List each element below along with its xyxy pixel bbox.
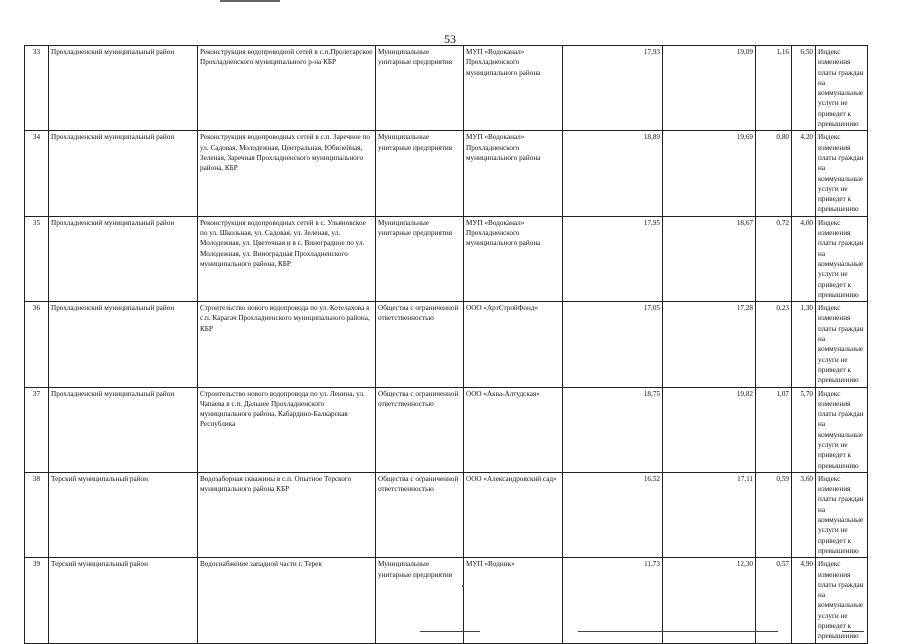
data-table bbox=[24, 45, 868, 644]
org-cell: ООО «Аква-Алтудская» bbox=[464, 387, 563, 472]
value-1-cell: 18,89 bbox=[563, 131, 663, 216]
scan-line bbox=[578, 631, 778, 632]
scan-mark bbox=[220, 0, 280, 2]
project-cell: Реконструкция водопроводной сетей в с.п.Пролетарское Прохладненского муниципального р-на КБР bbox=[198, 46, 376, 131]
row-number: 36 bbox=[25, 302, 49, 387]
remark-cell: Индекс изменения платы граждан на коммунальные услуги не приведет к превышению bbox=[816, 46, 868, 131]
district-cell: Терский муниципальный район bbox=[49, 472, 198, 557]
page-number: 53 bbox=[444, 32, 456, 46]
district-cell: Прохладненский муниципальный район bbox=[49, 46, 198, 131]
district-cell: Прохладненский муниципальный район bbox=[49, 216, 198, 301]
district-cell: Прохладненский муниципальный район bbox=[49, 302, 198, 387]
value-3-cell: 0,57 bbox=[756, 558, 792, 643]
remark-cell: Индекс изменения платы граждан на коммунальные услуги не приведет к превышению bbox=[816, 216, 868, 301]
row-number: 35 bbox=[25, 216, 49, 301]
row-number: 39 bbox=[25, 558, 49, 643]
district-cell: Прохладненский муниципальный район bbox=[49, 387, 198, 472]
row-number: 34 bbox=[25, 131, 49, 216]
value-4-cell: 5,70 bbox=[792, 387, 816, 472]
value-4-cell: 4,20 bbox=[792, 131, 816, 216]
row-number: 37 bbox=[25, 387, 49, 472]
value-3-cell: 1,16 bbox=[756, 46, 792, 131]
value-1-cell: 16,52 bbox=[563, 472, 663, 557]
table-row bbox=[25, 216, 868, 301]
value-1-cell: 17,05 bbox=[563, 302, 663, 387]
value-3-cell: 0,80 bbox=[756, 131, 792, 216]
value-3-cell: 1,07 bbox=[756, 387, 792, 472]
value-2-cell: 18,67 bbox=[663, 216, 756, 301]
value-4-cell: 6,50 bbox=[792, 46, 816, 131]
org-type-cell: Общества с ограниченной ответственностью bbox=[376, 387, 464, 472]
org-cell: МУП «Водоканал» Прохладненского муниципального района bbox=[464, 131, 563, 216]
row-number: 33 bbox=[25, 46, 49, 131]
org-type-cell: Муниципальные унитарные предприятия bbox=[376, 558, 464, 643]
org-type-cell: Общества с ограниченной ответственностью bbox=[376, 302, 464, 387]
project-cell: Реконструкция водопроводных сетей в с.п. Заречное по ул. Садовая, Молодежная, Центральная, Юбилейная, Зеленая, Заречная Прохладненского муниципального района, КБР bbox=[198, 131, 376, 216]
org-cell: ООО «Александровский сад» bbox=[464, 472, 563, 557]
value-3-cell: 0,59 bbox=[756, 472, 792, 557]
scan-speck bbox=[462, 585, 464, 587]
district-cell: Терский муниципальный район bbox=[49, 558, 198, 643]
table-row bbox=[25, 302, 868, 387]
district-cell: Прохладненский муниципальный район bbox=[49, 131, 198, 216]
value-1-cell: 17,95 bbox=[563, 216, 663, 301]
remark-cell: Индекс изменения платы граждан на коммунальные услуги не приведет к превышению bbox=[816, 558, 868, 643]
project-cell: Строительство нового водопровода по ул. Ленина, ул. Чапаева в с.п. Дальнее Прохладненского муниципального района, Кабардино-Балкарская Республика bbox=[198, 387, 376, 472]
value-2-cell: 12,30 bbox=[663, 558, 756, 643]
value-4-cell: 3,60 bbox=[792, 472, 816, 557]
value-2-cell: 19,69 bbox=[663, 131, 756, 216]
value-3-cell: 0,72 bbox=[756, 216, 792, 301]
value-2-cell: 19,09 bbox=[663, 46, 756, 131]
remark-cell: Индекс изменения платы граждан на коммунальные услуги не приведет к превышению bbox=[816, 302, 868, 387]
remark-cell: Индекс изменения платы граждан на коммунальные услуги не приведет к превышению bbox=[816, 131, 868, 216]
org-type-cell: Муниципальные унитарные предприятия bbox=[376, 46, 464, 131]
table-row bbox=[25, 472, 868, 557]
value-2-cell: 17,28 bbox=[663, 302, 756, 387]
org-type-cell: Муниципальные унитарные предприятия bbox=[376, 131, 464, 216]
row-number: 38 bbox=[25, 472, 49, 557]
project-cell: Реконструкция водопроводных сетей в с. Ульяновское по ул. Школьная, ул. Садовая, ул. Зеленая, ул. Молодежная, ул. Цветочная и в с. Виноградное по ул. Молодежная, ул. Виноградная Прохладненского муниципального района, КБР bbox=[198, 216, 376, 301]
scan-line bbox=[842, 631, 864, 632]
value-4-cell: 4,90 bbox=[792, 558, 816, 643]
org-cell: МУП «Водник» bbox=[464, 558, 563, 643]
scan-line bbox=[420, 631, 480, 632]
value-4-cell: 4,00 bbox=[792, 216, 816, 301]
project-cell: Строительство нового водопровода по ул. Котелахова в с.п. Карагач Прохладненского муниципального района, КБР bbox=[198, 302, 376, 387]
value-1-cell: 18,75 bbox=[563, 387, 663, 472]
value-2-cell: 17,11 bbox=[663, 472, 756, 557]
table-row bbox=[25, 387, 868, 472]
value-4-cell: 1,30 bbox=[792, 302, 816, 387]
org-type-cell: Общества с ограниченной ответственностью bbox=[376, 472, 464, 557]
value-1-cell: 17,93 bbox=[563, 46, 663, 131]
remark-cell: Индекс изменения платы граждан на коммунальные услуги не приведет к превышению bbox=[816, 387, 868, 472]
org-cell: ООО «АртСтройФонд» bbox=[464, 302, 563, 387]
value-1-cell: 11,73 bbox=[563, 558, 663, 643]
org-type-cell: Муниципальные унитарные предприятия bbox=[376, 216, 464, 301]
project-cell: Водозаборная скважины в с.п. Опытное Терского муниципального района КБР bbox=[198, 472, 376, 557]
org-cell: МУП «Водоканал» Прохладненского муниципального района bbox=[464, 46, 563, 131]
table-row bbox=[25, 131, 868, 216]
value-3-cell: 0,23 bbox=[756, 302, 792, 387]
value-2-cell: 19,82 bbox=[663, 387, 756, 472]
org-cell: МУП «Водоканал» Прохладненского муниципального района bbox=[464, 216, 563, 301]
project-cell: Водоснабжение западной части г. Терек bbox=[198, 558, 376, 643]
remark-cell: Индекс изменения платы граждан на коммунальные услуги не приведет к превышению bbox=[816, 472, 868, 557]
table-row bbox=[25, 46, 868, 131]
